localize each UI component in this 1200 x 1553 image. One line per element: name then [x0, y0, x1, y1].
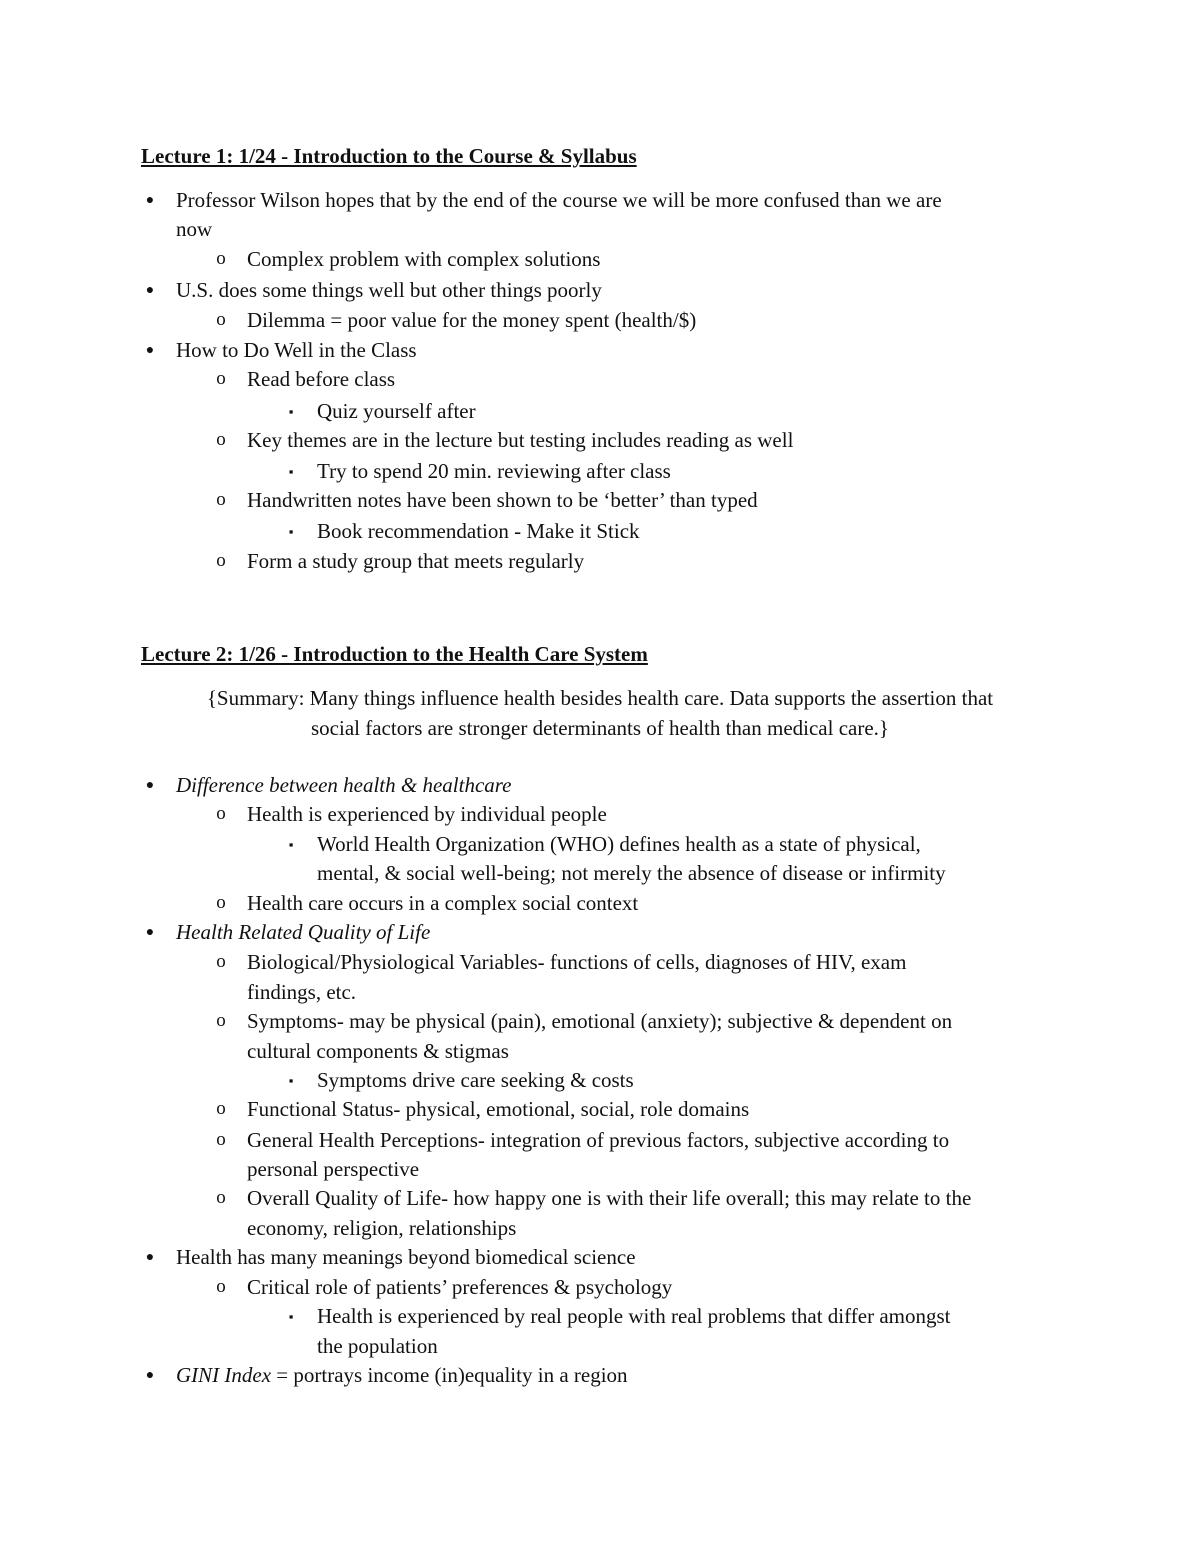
bullet-icon: ●: [145, 1250, 155, 1265]
list-item: o Overall Quality of Life- how happy one is with their life overall; this may relate to the: [247, 1184, 971, 1214]
list-item: ● Health has many meanings beyond biomedical science: [176, 1243, 636, 1273]
list-item: o Complex problem with complex solutions: [247, 245, 600, 275]
list-item: ● Difference between health & healthcare: [176, 771, 512, 801]
list-item: o Key themes are in the lecture but testing includes reading as well: [247, 426, 793, 456]
circle-bullet-icon: o: [216, 1010, 226, 1031]
list-item: ▪ Health is experienced by real people with real problems that differ amongst: [317, 1302, 950, 1332]
square-bullet-icon: ▪: [288, 1309, 294, 1324]
list-item: o Dilemma = poor value for the money spent (health/$): [247, 306, 696, 336]
circle-bullet-icon: o: [216, 803, 226, 824]
square-bullet-icon: ▪: [288, 1073, 294, 1088]
list-item: o Critical role of patients’ preferences & psychology: [247, 1273, 672, 1303]
list-item: o General Health Perceptions- integration of previous factors, subjective according to: [247, 1126, 949, 1156]
list-item: o Biological/Physiological Variables- functions of cells, diagnoses of HIV, exam: [247, 948, 906, 978]
list-item-continuation: personal perspective: [247, 1157, 420, 1181]
bullet-icon: ●: [145, 343, 155, 358]
square-bullet-icon: ▪: [288, 837, 294, 852]
list-item-continuation: economy, religion, relationships: [247, 1216, 517, 1240]
circle-bullet-icon: o: [216, 892, 226, 913]
list-item: ● U.S. does some things well but other things poorly: [176, 276, 602, 306]
list-item: ▪ Book recommendation - Make it Stick: [317, 517, 640, 547]
square-bullet-icon: ▪: [288, 464, 294, 479]
list-item-continuation: now: [176, 217, 213, 241]
list-item: o Health care occurs in a complex social context: [247, 889, 638, 919]
circle-bullet-icon: o: [216, 368, 226, 389]
lecture-2-heading: Lecture 2: 1/26 - Introduction to the Health Care System: [141, 642, 648, 666]
list-item-continuation: findings, etc.: [247, 980, 357, 1004]
gini-index-term: GINI Index: [176, 1363, 272, 1387]
list-item: o Health is experienced by individual people: [247, 800, 607, 830]
circle-bullet-icon: o: [216, 489, 226, 510]
circle-bullet-icon: o: [216, 309, 226, 330]
list-item: ▪ Quiz yourself after: [317, 397, 476, 427]
bullet-icon: ●: [145, 925, 155, 940]
list-item: o Functional Status- physical, emotional, social, role domains: [247, 1095, 749, 1125]
bullet-icon: ●: [145, 1368, 155, 1383]
circle-bullet-icon: o: [216, 1276, 226, 1297]
list-item: ▪ World Health Organization (WHO) defines health as a state of physical,: [317, 830, 921, 860]
bullet-icon: ●: [145, 193, 155, 208]
list-item-continuation: cultural components & stigmas: [247, 1039, 509, 1063]
square-bullet-icon: ▪: [288, 524, 294, 539]
bullet-icon: ●: [145, 778, 155, 793]
bullet-icon: ●: [145, 283, 155, 298]
circle-bullet-icon: o: [216, 429, 226, 450]
list-item: o Form a study group that meets regularly: [247, 547, 584, 577]
list-item: ● How to Do Well in the Class: [176, 336, 417, 366]
lecture-1-heading: Lecture 1: 1/24 - Introduction to the Course & Syllabus: [141, 144, 637, 168]
list-item: o Read before class: [247, 365, 395, 395]
list-item: ▪ Symptoms drive care seeking & costs: [317, 1066, 634, 1096]
circle-bullet-icon: o: [216, 550, 226, 571]
lecture-2-summary: {Summary: Many things influence health besides health care. Data supports the assertion that social factors are stronger determinants of health than medical care.}: [206, 686, 994, 740]
circle-bullet-icon: o: [216, 1187, 226, 1208]
circle-bullet-icon: o: [216, 248, 226, 269]
list-item: o Symptoms- may be physical (pain), emotional (anxiety); subjective & dependent on: [247, 1007, 952, 1037]
list-item: ● Health Related Quality of Life: [176, 918, 430, 948]
list-item: o Handwritten notes have been shown to be ‘better’ than typed: [247, 486, 758, 516]
circle-bullet-icon: o: [216, 1129, 226, 1150]
list-item-continuation: mental, & social well-being; not merely the absence of disease or infirmity: [317, 861, 946, 885]
list-item: ● Professor Wilson hopes that by the end of the course we will be more confused than we are: [176, 186, 942, 216]
list-item-continuation: the population: [317, 1334, 438, 1358]
list-item: ▪ Try to spend 20 min. reviewing after class: [317, 457, 671, 487]
circle-bullet-icon: o: [216, 1098, 226, 1119]
square-bullet-icon: ▪: [288, 404, 294, 419]
list-item: ● GINI Index = portrays income (in)equality in a region: [176, 1361, 628, 1391]
circle-bullet-icon: o: [216, 951, 226, 972]
